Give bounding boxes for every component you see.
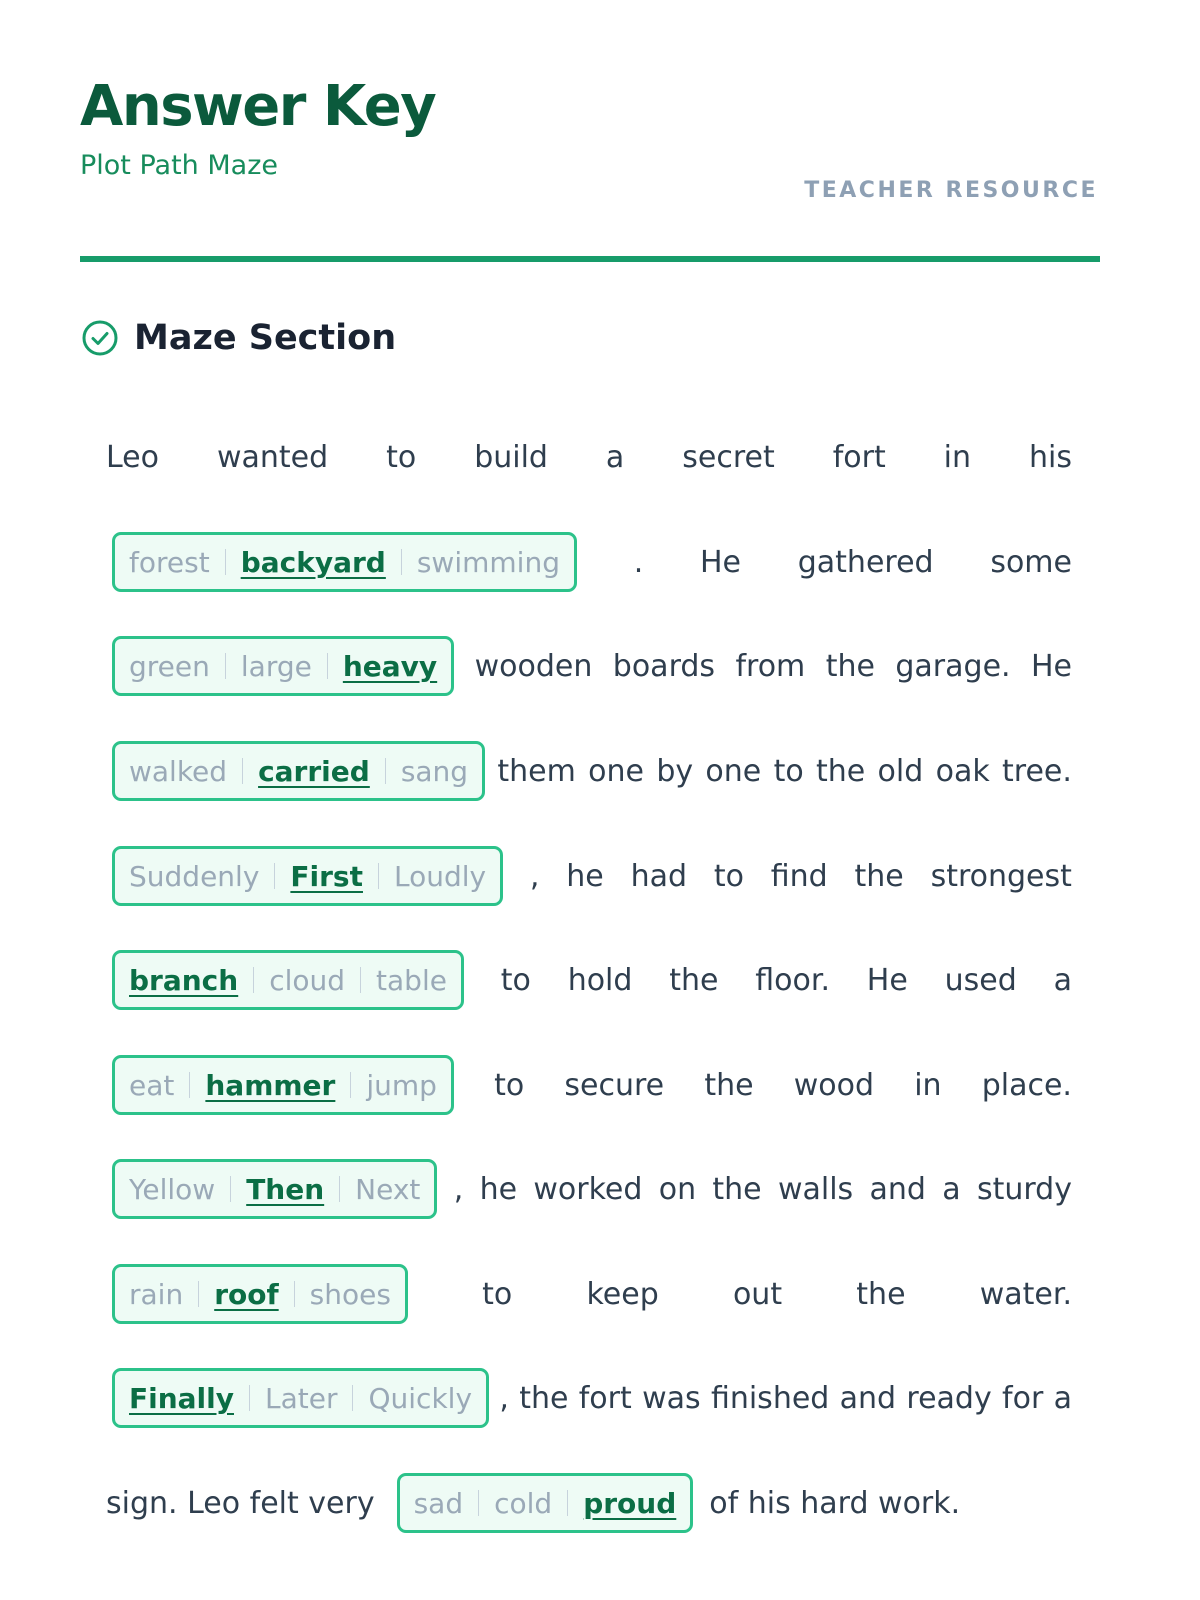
passage-line — [106, 1260, 1072, 1328]
page-title: Answer Key — [80, 74, 436, 139]
passage-word: one — [705, 753, 762, 789]
passage-word: the — [712, 1171, 762, 1207]
option-divider — [225, 549, 226, 575]
option-divider — [567, 1490, 568, 1516]
header-divider — [80, 256, 1100, 262]
passage-word: in — [914, 1067, 942, 1103]
passage-word: worked — [533, 1171, 643, 1207]
correct-option: Finally — [129, 1381, 234, 1415]
passage-word: to — [500, 962, 531, 998]
passage-word: the — [825, 648, 875, 684]
page-subtitle: Plot Path Maze — [80, 150, 278, 181]
passage-word: sturdy — [976, 1171, 1072, 1207]
distractor-option: large — [240, 649, 312, 683]
passage-word: used — [944, 962, 1017, 998]
passage-line — [106, 423, 1072, 491]
passage-word: secure — [564, 1067, 665, 1103]
distractor-option: shoes — [309, 1277, 391, 1311]
passage-word: he — [566, 858, 604, 894]
passage-word: garage. — [895, 648, 1011, 684]
option-divider — [360, 967, 361, 993]
passage-word: to — [494, 1067, 525, 1103]
option-divider — [478, 1490, 479, 1516]
passage-word: his — [1028, 439, 1072, 475]
passage-word: a — [605, 439, 625, 475]
passage-word: some — [990, 544, 1072, 580]
passage-word: from — [735, 648, 806, 684]
passage-word: had — [630, 858, 688, 894]
distractor-option: green — [129, 649, 210, 683]
maze-choice-box — [397, 1473, 694, 1533]
distractor-option: cold — [494, 1486, 553, 1520]
maze-choice-box — [112, 950, 464, 1010]
passage-word: find — [770, 858, 828, 894]
option-divider — [350, 1072, 351, 1098]
passage-word: secret — [682, 439, 775, 475]
passage-word: He — [866, 962, 908, 998]
passage-word: wooden — [474, 648, 593, 684]
passage-word: Leo — [106, 439, 159, 475]
passage-word: the — [519, 1380, 569, 1416]
passage-word: old — [877, 753, 924, 789]
maze-choice-box — [112, 846, 503, 906]
passage-word: to — [773, 753, 804, 789]
passage-word: to — [386, 439, 417, 475]
passage-word: hold — [567, 962, 633, 998]
passage-word: He — [1030, 648, 1072, 684]
passage-word: the — [669, 962, 719, 998]
correct-option: heavy — [342, 649, 438, 683]
passage-word: finished — [710, 1380, 830, 1416]
distractor-option: Later — [265, 1381, 338, 1415]
check-circle-icon — [80, 318, 120, 358]
maze-choice-box — [112, 1368, 489, 1428]
passage-word: strongest — [930, 858, 1072, 894]
passage-line — [106, 1051, 1072, 1119]
maze-choice-box — [112, 1055, 454, 1115]
option-divider — [274, 863, 275, 889]
distractor-option: Yellow — [129, 1172, 216, 1206]
passage-line — [106, 528, 1072, 596]
option-divider — [378, 863, 379, 889]
distractor-option: eat — [129, 1068, 175, 1102]
distractor-option: forest — [129, 545, 210, 579]
option-divider — [189, 1072, 190, 1098]
passage-word: in — [943, 439, 972, 475]
passage-word: a — [1053, 962, 1072, 998]
passage-word: He — [699, 544, 741, 580]
passage-word: water. — [979, 1276, 1072, 1312]
passage-word: for — [1002, 1380, 1044, 1416]
passage-word: to — [713, 858, 744, 894]
passage-word: wood — [793, 1067, 875, 1103]
distractor-option: sad — [413, 1486, 464, 1520]
maze-choice-box — [112, 532, 577, 592]
passage-word: a — [1053, 1380, 1072, 1416]
passage-word: walls — [777, 1171, 854, 1207]
passage-word: them — [497, 753, 576, 789]
option-divider — [253, 967, 254, 993]
correct-option: Then — [246, 1172, 325, 1206]
correct-option: roof — [214, 1277, 279, 1311]
distractor-option: Suddenly — [129, 859, 260, 893]
maze-choice-box — [112, 1159, 437, 1219]
passage-word: wanted — [216, 439, 329, 475]
passage-word: and — [869, 1171, 926, 1207]
distractor-option: Next — [355, 1172, 421, 1206]
distractor-option: rain — [129, 1277, 184, 1311]
passage-line — [106, 1469, 1072, 1537]
passage-line — [106, 842, 1072, 910]
passage-word: was — [642, 1380, 701, 1416]
distractor-option: cloud — [269, 963, 346, 997]
option-divider — [401, 549, 402, 575]
passage-word: ready — [906, 1380, 992, 1416]
teacher-resource-label: TEACHER RESOURCE — [804, 178, 1098, 203]
distractor-option: jump — [366, 1068, 437, 1102]
passage-word: floor. — [755, 962, 830, 998]
passage-word: the — [854, 858, 904, 894]
section-title: Maze Section — [134, 318, 397, 358]
passage-word: , — [529, 858, 540, 894]
passage-word: to — [482, 1276, 513, 1312]
passage-word: gathered — [797, 544, 934, 580]
passage-word: , — [499, 1380, 509, 1416]
distractor-option: table — [376, 963, 447, 997]
passage-word: he — [479, 1171, 518, 1207]
passage-word: the — [856, 1276, 906, 1312]
passage-word: . — [633, 544, 644, 580]
maze-choice-box — [112, 636, 454, 696]
correct-option: carried — [258, 754, 370, 788]
passage-word: on — [658, 1171, 697, 1207]
option-divider — [242, 758, 243, 784]
passage-line — [106, 632, 1072, 700]
option-divider — [230, 1176, 231, 1202]
passage-word: a — [942, 1171, 961, 1207]
option-divider — [249, 1385, 250, 1411]
distractor-option: Quickly — [368, 1381, 473, 1415]
option-divider — [339, 1176, 340, 1202]
distractor-option: sang — [400, 754, 469, 788]
passage-word: of his hard work. — [709, 1485, 961, 1521]
distractor-option: Loudly — [393, 859, 487, 893]
passage-word: one — [588, 753, 644, 789]
maze-choice-box — [112, 1264, 408, 1324]
header — [80, 72, 1100, 203]
passage-word: the — [704, 1067, 754, 1103]
passage-word: build — [474, 439, 548, 475]
correct-option: First — [290, 859, 363, 893]
section-heading — [80, 318, 396, 358]
option-divider — [225, 653, 226, 679]
distractor-option: walked — [129, 754, 228, 788]
passage-word: boards — [612, 648, 716, 684]
option-divider — [327, 653, 328, 679]
option-divider — [352, 1385, 353, 1411]
passage-word: the — [816, 753, 866, 789]
passage-line — [106, 1364, 1072, 1432]
option-divider — [385, 758, 386, 784]
passage-word: fort — [832, 439, 886, 475]
correct-option: hammer — [205, 1068, 336, 1102]
correct-option: backyard — [240, 545, 386, 579]
passage-word: by — [656, 753, 694, 789]
passage-word: , — [453, 1171, 464, 1207]
passage-word: tree. — [1002, 753, 1072, 789]
passage-word: out — [732, 1276, 783, 1312]
passage-word: oak — [935, 753, 990, 789]
passage-line — [106, 737, 1072, 805]
option-divider — [198, 1281, 199, 1307]
passage-word: and — [839, 1380, 897, 1416]
passage-line — [106, 946, 1072, 1014]
distractor-option: swimming — [416, 545, 560, 579]
maze-choice-box — [112, 741, 485, 801]
passage-line — [106, 1155, 1072, 1223]
correct-option: proud — [583, 1486, 677, 1520]
passage-word: sign. Leo felt very — [106, 1485, 375, 1521]
passage-word: place. — [981, 1067, 1072, 1103]
passage-word: fort — [578, 1380, 632, 1416]
passage-word: keep — [586, 1276, 659, 1312]
correct-option: branch — [129, 963, 239, 997]
option-divider — [294, 1281, 295, 1307]
